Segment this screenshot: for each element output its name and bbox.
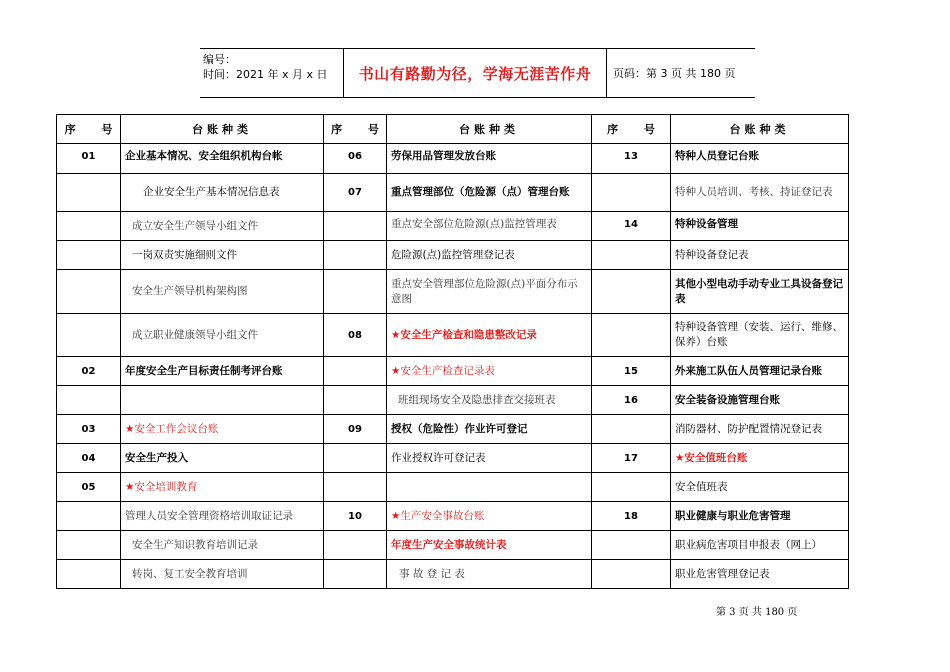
seq-cell	[57, 386, 121, 415]
item-cell: 一岗双责实施细则文件	[121, 241, 324, 270]
seq-cell	[57, 212, 121, 241]
seq-cell: 10	[324, 502, 387, 531]
item-cell: 成立职业健康领导小组文件	[121, 314, 324, 357]
seq-cell	[324, 357, 387, 386]
item-cell: 安全值班表	[671, 473, 849, 502]
seq-cell: 16	[592, 386, 671, 415]
item-cell: ★安全生产检查记录表	[387, 357, 592, 386]
item-cell	[387, 473, 592, 502]
seq-cell: 18	[592, 502, 671, 531]
seq-cell	[57, 270, 121, 314]
seq-cell: 08	[324, 314, 387, 357]
seq-cell: 04	[57, 444, 121, 473]
table-row	[57, 415, 849, 444]
seq-cell	[324, 241, 387, 270]
item-cell: 年度安全生产目标责任制考评台账	[121, 357, 324, 386]
item-cell: 安全装备设施管理台账	[671, 386, 849, 415]
seq-cell	[57, 531, 121, 560]
seq-cell	[324, 444, 387, 473]
item-cell: 特种设备登记表	[671, 241, 849, 270]
table-row	[57, 357, 849, 386]
item-cell: ★安全值班台账	[671, 444, 849, 473]
seq-cell: 09	[324, 415, 387, 444]
item-cell: ★生产安全事故台账	[387, 502, 592, 531]
table-row	[57, 473, 849, 502]
document-number-label: 编号：	[203, 53, 236, 66]
seq-cell	[57, 502, 121, 531]
item-cell: 职业危害管理登记表	[671, 560, 849, 589]
seq-cell: 02	[57, 357, 121, 386]
page-footer: 第 3 页 共 180 页	[716, 607, 798, 618]
item-cell: 职业病危害项目申报表（网上）	[671, 531, 849, 560]
table-row	[57, 270, 849, 314]
item-cell: 安全生产投入	[121, 444, 324, 473]
item-cell: 其他小型电动手动专业工具设备登记表	[671, 270, 849, 314]
seq-cell	[324, 212, 387, 241]
header-page-info: 页码：第 3 页 共 180 页	[613, 67, 736, 80]
seq-cell	[592, 531, 671, 560]
type-header: 台账种类	[387, 115, 592, 144]
document-date: 时间：2021 年 x 月 x 日	[203, 68, 328, 81]
seq-cell: 05	[57, 473, 121, 502]
item-cell: 管理人员安全管理资格培训取证记录	[121, 502, 324, 531]
seq-cell: 03	[57, 415, 121, 444]
item-cell: 企业基本情况、安全组织机构台帐	[121, 144, 324, 174]
page-header	[200, 48, 755, 98]
seq-cell	[324, 473, 387, 502]
seq-header: 序 号	[324, 115, 387, 144]
seq-cell: 01	[57, 144, 121, 174]
item-cell: 安全生产领导机构架构图	[121, 270, 324, 314]
table-row	[57, 386, 849, 415]
ledger-index-table	[56, 114, 849, 589]
table-row	[57, 444, 849, 473]
item-cell: 企业安全生产基本情况信息表	[121, 174, 324, 212]
item-cell: 事 故 登 记 表	[387, 560, 592, 589]
seq-cell	[324, 560, 387, 589]
item-cell: 特种设备管理（安装、运行、维修、保养）台账	[671, 314, 849, 357]
item-cell: ★安全工作会议台账	[121, 415, 324, 444]
seq-cell: 14	[592, 212, 671, 241]
seq-cell	[592, 270, 671, 314]
table-row	[57, 212, 849, 241]
item-cell: 重点管理部位（危险源（点）管理台账	[387, 174, 592, 212]
item-cell: 职业健康与职业危害管理	[671, 502, 849, 531]
seq-cell	[57, 314, 121, 357]
item-cell: 安全生产知识教育培训记录	[121, 531, 324, 560]
item-cell: 特种人员培训、考核、持证登记表	[671, 174, 849, 212]
item-cell: 作业授权许可登记表	[387, 444, 592, 473]
item-cell: ★安全生产检查和隐患整改记录	[387, 314, 592, 357]
item-cell: 重点安全管理部位危险源(点)平面分布示意图	[387, 270, 592, 314]
table-row	[57, 502, 849, 531]
item-cell: 重点安全部位危险源(点)监控管理表	[387, 212, 592, 241]
seq-header: 序 号	[592, 115, 671, 144]
table-row	[57, 144, 849, 174]
item-cell: 年度生产安全事故统计表	[387, 531, 592, 560]
seq-cell: 15	[592, 357, 671, 386]
header-motto: 书山有路勤为径，学海无涯苦作舟	[344, 49, 607, 97]
seq-cell: 17	[592, 444, 671, 473]
item-cell: 消防器材、防护配置情况登记表	[671, 415, 849, 444]
type-header: 台账种类	[671, 115, 849, 144]
item-cell: 授权（危险性）作业许可登记	[387, 415, 592, 444]
item-cell: 转岗、复工安全教育培训	[121, 560, 324, 589]
table-row	[57, 531, 849, 560]
item-cell: 特种人员登记台账	[671, 144, 849, 174]
seq-cell	[592, 560, 671, 589]
item-cell: 班组现场安全及隐患排查交接班表	[387, 386, 592, 415]
table-row	[57, 560, 849, 589]
table-row	[57, 241, 849, 270]
seq-cell	[592, 174, 671, 212]
item-cell: 危险源(点)监控管理登记表	[387, 241, 592, 270]
seq-cell	[57, 560, 121, 589]
seq-cell: 07	[324, 174, 387, 212]
seq-cell	[57, 241, 121, 270]
seq-cell: 13	[592, 144, 671, 174]
item-cell	[121, 386, 324, 415]
item-cell: ★安全培训教育	[121, 473, 324, 502]
item-cell: 外来施工队伍人员管理记录台账	[671, 357, 849, 386]
seq-cell	[592, 241, 671, 270]
item-cell: 特种设备管理	[671, 212, 849, 241]
seq-cell	[592, 314, 671, 357]
seq-cell: 06	[324, 144, 387, 174]
seq-header: 序 号	[57, 115, 121, 144]
seq-cell	[324, 270, 387, 314]
table-row	[57, 174, 849, 212]
type-header: 台账种类	[121, 115, 324, 144]
table-row	[57, 314, 849, 357]
item-cell: 劳保用品管理发放台账	[387, 144, 592, 174]
seq-cell	[324, 386, 387, 415]
seq-cell	[57, 174, 121, 212]
item-cell: 成立安全生产领导小组文件	[121, 212, 324, 241]
header-meta	[200, 49, 344, 97]
seq-cell	[592, 473, 671, 502]
table-header-row	[57, 115, 849, 144]
seq-cell	[324, 531, 387, 560]
seq-cell	[592, 415, 671, 444]
